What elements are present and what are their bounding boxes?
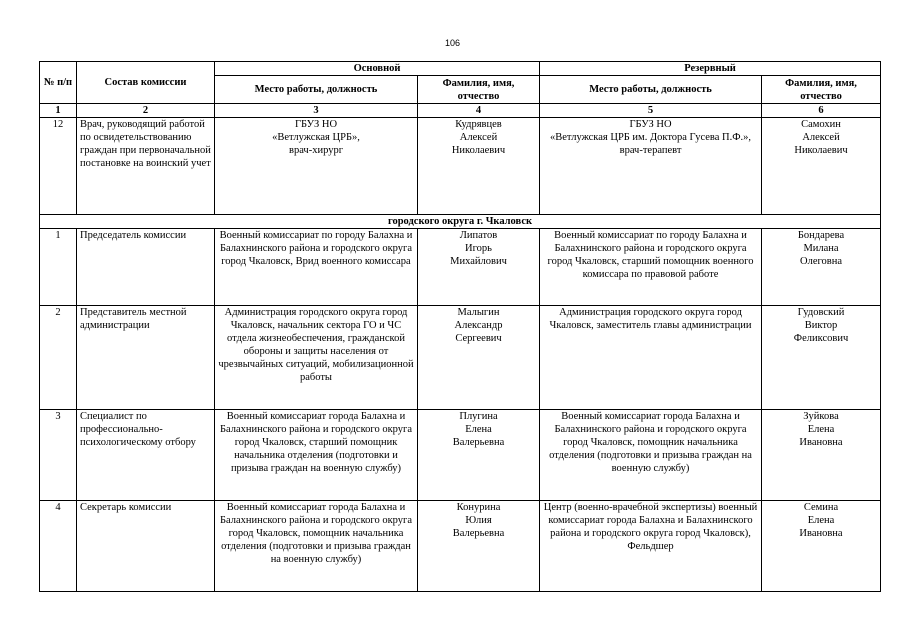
row-main-name: Конурина Юлия Валерьевна [418,501,540,592]
row-role: Специалист по профессионально-психологическому отбору [77,410,215,501]
column-number: 6 [762,104,881,118]
row-number: 4 [40,501,77,592]
header-reserve-group: Резервный [540,62,881,76]
row-main-workplace: Военный комиссариат по городу Балахна и Балахнинского района и городского округа город Чкаловск, Врид военного комиссара [215,229,418,306]
row-number: 2 [40,306,77,410]
column-number: 2 [77,104,215,118]
row-main-name: Плугина Елена Валерьевна [418,410,540,501]
row-reserve-workplace: Военный комиссариат города Балахна и Балахнинского района и городского округа город Чкаловск, помощник начальника отделения (подготовки и призыва граждан на военную службу) [540,410,762,501]
column-number: 4 [418,104,540,118]
row-role: Председатель комиссии [77,229,215,306]
page-number: 106 [444,38,461,48]
section-row [40,215,881,229]
row-role: Секретарь комиссии [77,501,215,592]
row-reserve-name: Гудовский Виктор Феликсович [762,306,881,410]
row-main-name: Кудрявцев Алексей Николаевич [418,118,540,215]
row-number: 12 [40,118,77,215]
header-main-workplace: Место работы, должность [215,76,418,104]
header-main-group: Основной [215,62,540,76]
row-reserve-name: Самохин Алексей Николаевич [762,118,881,215]
column-number-row [40,104,881,118]
row-main-workplace: ГБУЗ НО «Ветлужская ЦРБ», врач-хирург [215,118,418,215]
header-reserve-workplace: Место работы, должность [540,76,762,104]
row-reserve-workplace: ГБУЗ НО «Ветлужская ЦРБ им. Доктора Гусева П.Ф.», врач-терапевт [540,118,762,215]
row-reserve-workplace: Военный комиссариат по городу Балахна и Балахнинского района и городского округа город Чкаловск, старший помощник военного комиссара по правовой работе [540,229,762,306]
row-reserve-name: Бондарева Милана Олеговна [762,229,881,306]
table-row [40,501,881,592]
section-title: городского округа г. Чкаловск [40,215,881,229]
row-reserve-workplace: Администрация городского округа город Чкаловск, заместитель главы администрации [540,306,762,410]
table-row [40,118,881,215]
row-number: 1 [40,229,77,306]
table-row [40,306,881,410]
header-reserve-name: Фамилия, имя, отчество [762,76,881,104]
row-role: Врач, руководящий работой по освидетельствованию граждан при первоначальной постановке на воинский учет [77,118,215,215]
row-role: Представитель местной администрации [77,306,215,410]
column-number: 5 [540,104,762,118]
row-main-workplace: Военный комиссариат города Балахна и Балахнинского района и городского округа город Чкаловск, старший помощник начальника отделения (подготовки и призыва граждан на военную службу) [215,410,418,501]
table-row [40,229,881,306]
column-number: 3 [215,104,418,118]
column-number: 1 [40,104,77,118]
header-composition: Состав комиссии [77,62,215,104]
table-row [40,410,881,501]
row-number: 3 [40,410,77,501]
row-reserve-workplace: Центр (военно-врачебной экспертизы) военный комиссариат города Балахна и Балахнинского района и городского округа город Чкаловск), Фельдшер [540,501,762,592]
row-main-name: Липатов Игорь Михайлович [418,229,540,306]
row-reserve-name: Семина Елена Ивановна [762,501,881,592]
commission-table [39,61,881,592]
row-main-workplace: Администрация городского округа город Чкаловск, начальник сектора ГО и ЧС отдела жизнеобеспечения, гражданской обороны и защиты населения от чрезвычайных ситуаций, мобилизационной работы [215,306,418,410]
row-reserve-name: Зуйкова Елена Ивановна [762,410,881,501]
header-main-name: Фамилия, имя, отчество [418,76,540,104]
row-main-name: Малыгин Александр Сергеевич [418,306,540,410]
header-num: № п/п [40,62,77,104]
row-main-workplace: Военный комиссариат города Балахна и Балахнинского района и городского округа город Чкаловск, помощник начальника отделения (подготовки и призыва граждан на военную службу) [215,501,418,592]
